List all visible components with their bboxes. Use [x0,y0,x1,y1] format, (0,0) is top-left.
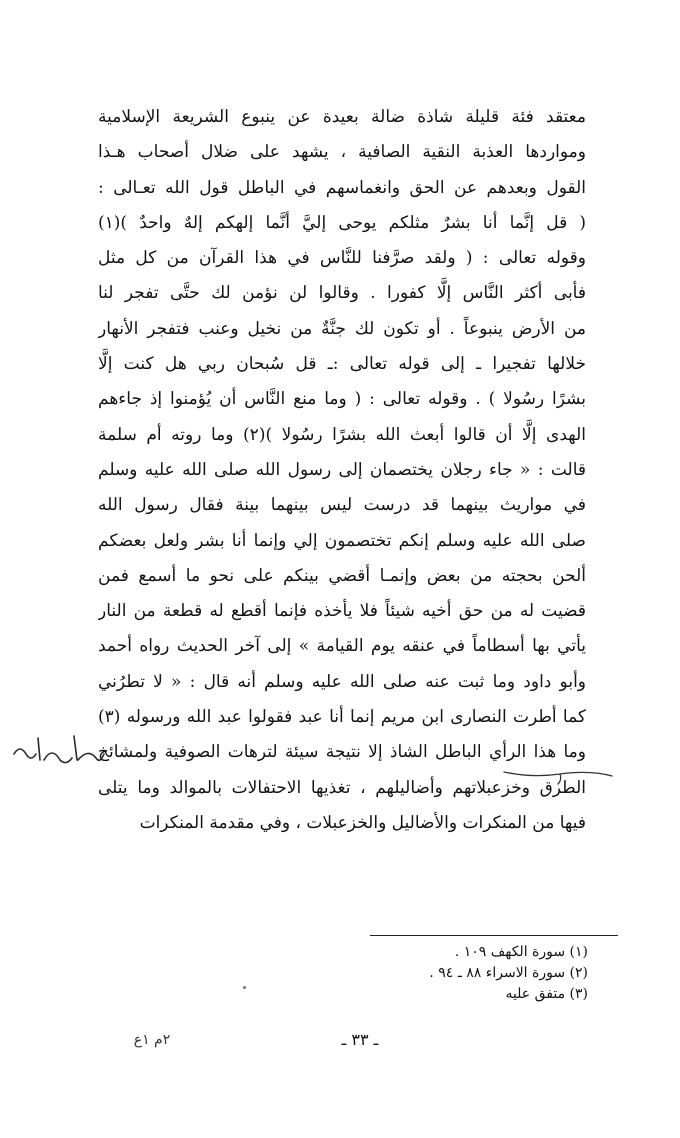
text-line: الطرق وخزعبلاتهم وأضاليلهم ، تغذيها الاحتفالات بالموالد وما يتلى [98,777,586,798]
text-line: كما أطرت النصارى ابن مريم إنما أنا عبد فقولوا عبد الله ورسوله (٣) [98,707,586,728]
body-text [98,100,586,841]
text-line: ألحن بحجته من بعض وإنمـا أقضي بينكم على نحو ما أسمع فمن [98,565,586,586]
footnote-item: (٢) سورة الاسراء ٨٨ ـ ٩٤ . [429,965,588,981]
text-line: القول وبعدهم عن الحق وانغماسهم في الباطل قول الله تعـالى : [98,177,586,198]
text-line: وأبو داود وما ثبت عنه صلى الله عليه وسلم أنه قال : « لا تطرُني [98,671,586,692]
text-line: معتقد فئة قليلة شاذة ضالة بعيدة عن ينبوع الشريعة الإسلامية [98,107,586,127]
handwritten-underline [500,764,615,786]
footnote-item: (٣) متفق عليه [505,986,588,1002]
text-line: من الأرض ينبوعاً . أو تكون لك جنَّةٌ من نخيل وعنب فتفجر الأنهار [98,318,586,339]
text-line: يأتي بها أسطاماً في عنقه يوم القيامة » إلى آخر الحديث رواه أحمد [98,636,586,657]
footnote-rule [370,935,618,936]
ink-speck [243,986,246,989]
text-line: خلالها تفجيرا ـ إلى قوله تعالى :ـ قل سُبحان ربي هل كنت إلَّا [98,354,586,375]
text-line: ومواردها العذبة النقية الصافية ، يشهد على ضلال أصحاب هـذا [98,142,586,163]
text-line: فأبى أكثر النَّاس إلَّا كفورا . وقالوا لن نؤمن لك حتَّى تفجر لنا [98,283,586,304]
text-line: وقوله تعالى : ( ولقد صرَّفنا للنَّاس في هذا القرآن من كل مثل [98,248,586,269]
handwritten-note-drawing [8,724,108,784]
text-line: صلى الله عليه وسلم إنكم تختصمون إلي وإنما أنا بشر ولعل بعضكم [98,530,586,551]
signature-mark: ٢م ١ع [133,1032,171,1048]
text-line: بشرًا رسُولا ) . وقوله تعالى : ( وما منع النَّاس أن يُؤمنوا إذ جاءهم [98,389,586,410]
text-line: الهدى إلَّا أن قالوا أبعث الله بشرًا رسُولا )(٢) وما روته أم سلمة [98,424,586,445]
text-line: وما هذا الرأي الباطل الشاذ إلا نتيجة سيئة لترهات الصوفية ولمشائخ [98,742,586,763]
text-line: ( قل إنَّما أنا بشرٌ مثلكم يوحى إليَّ أنَّما إلهكم إلهٌ واحدٌ )(١) [98,212,586,233]
handwritten-underline-drawing [500,764,615,786]
handwritten-margin-note [8,724,108,784]
footnotes [328,942,588,1005]
text-line: قضيت له من حق أخيه شيئاً فلا يأخذه فإنما أقطع له قطعة من النار [98,601,586,622]
page-number: ـ ٣٣ ـ [341,1030,379,1049]
footnote-item: (١) سورة الكهف ١٠٩ . [454,944,588,960]
text-line: فيها من المنكرات والأضاليل والخزعبلات ، وفي مقدمة المنكرات [139,812,586,833]
text-line: في مواريث بينهما قد درست ليس بينهما بينة فقال رسول الله [98,495,586,516]
text-line: قالت : « جاء رجلان يختصمان إلى رسول الله صلى الله عليه وسلم [98,459,586,480]
